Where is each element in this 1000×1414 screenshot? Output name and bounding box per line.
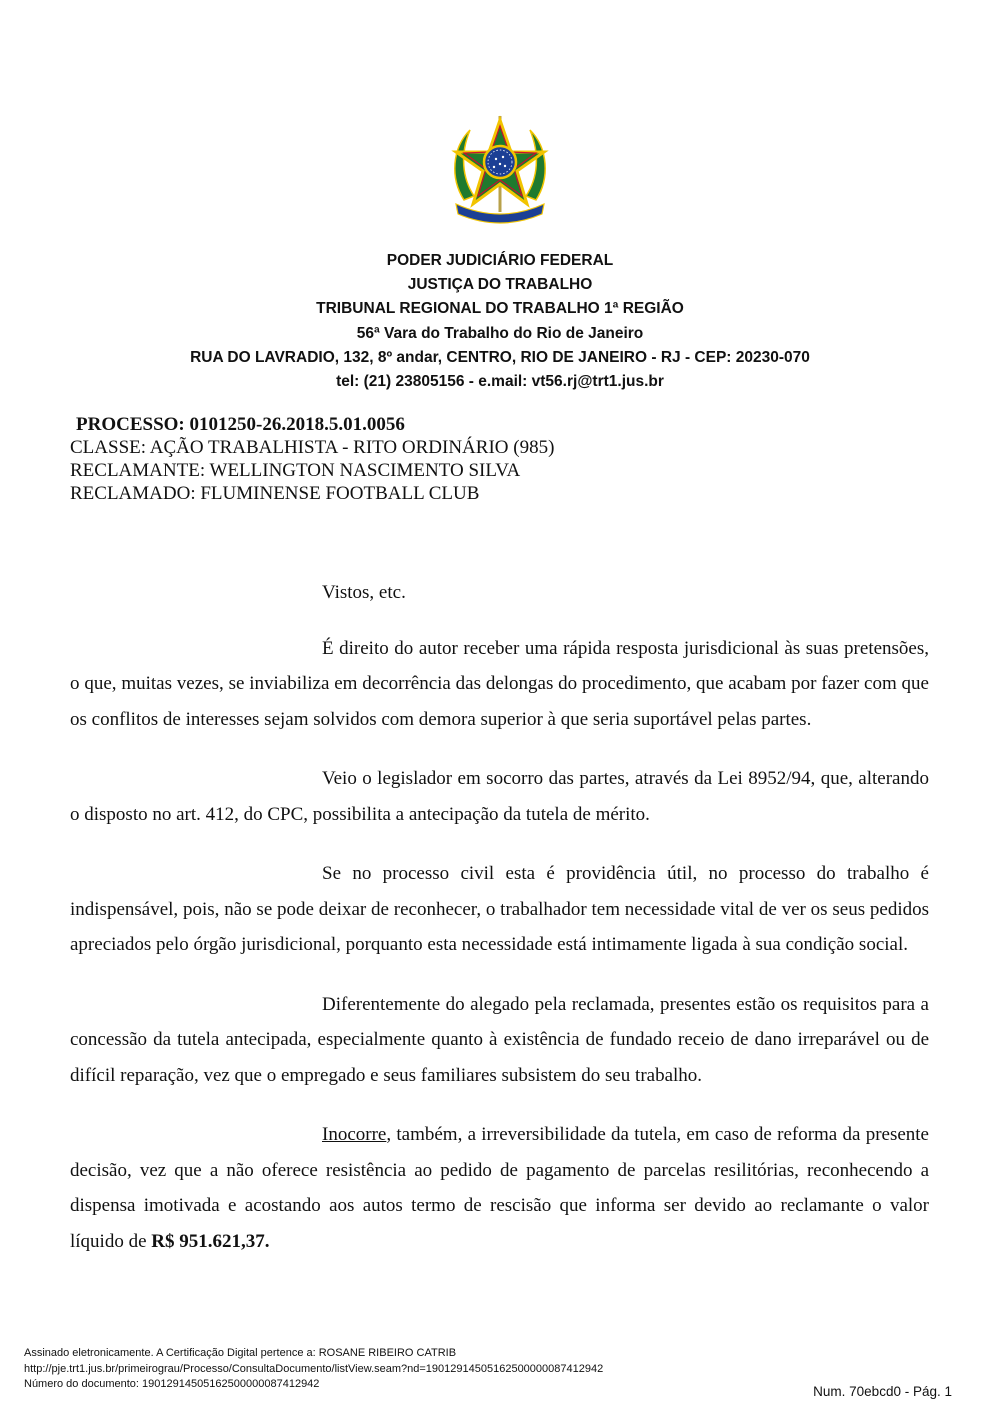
paragraph-2: Veio o legislador em socorro das partes, através da Lei 8952/94, que, alterando o disposto no art. 412, do CPC, possibilita a antecipação da tutela de mérito. xyxy=(70,768,929,825)
page-number: Num. 70ebcd0 - Pág. 1 xyxy=(813,1384,952,1399)
paragraph-5-text: , também, a irreversibilidade da tutela, em caso de reforma da presente decisão, vez que a não oferece resistência ao pedido de pagamento de parcelas resilitórias, reconhecendo a dispensa imotivada e acostando aos autos termo de rescisão que informa ser devido ao reclamante o valor líquido de xyxy=(70,1124,929,1252)
amount-value: R$ 951.621,37. xyxy=(151,1230,270,1252)
underlined-term: Inocorre xyxy=(322,1124,387,1145)
paragraph-1: É direito do autor receber uma rápida resposta jurisdicional às suas pretensões, o que, muitas vezes, se inviabiliza em decorrência das delongas do procedimento, que acabam por fazer com que os conflitos de interesses sejam solvidos com demora superior à que seria suportável pelas partes. xyxy=(70,637,929,730)
footer-signature: Assinado eletronicamente. A Certificação Digital pertence a: ROSANE RIBEIRO CATRIB xyxy=(24,1347,457,1359)
case-reclamante: RECLAMANTE: WELLINGTON NASCIMENTO SILVA xyxy=(70,460,521,481)
footer-doc-number: Número do documento: 19012914505162500000087412942 xyxy=(24,1378,320,1390)
decision-body xyxy=(70,575,929,1283)
opening-line: Vistos, etc. xyxy=(322,582,406,603)
header-line-poder-judiciario: PODER JUDICIÁRIO FEDERAL xyxy=(386,252,614,269)
paragraph-4: Diferentemente do alegado pela reclamada, presentes estão os requisitos para a concessão da tutela antecipada, especialmente quanto à existência de fundado receio de dano irreparável ou de difícil reparação, vez que o empregado e seus familiares subsistem do seu trabalho. xyxy=(70,993,929,1086)
header-line-contact: tel: (21) 23805156 - e.mail: vt56.rj@trt1.jus.br xyxy=(336,373,664,391)
footer-url: http://pje.trt1.jus.br/primeirograu/Processo/ConsultaDocumento/listView.seam?nd=19012914505162500000087412942 xyxy=(24,1362,604,1375)
brazil-coat-of-arms-icon xyxy=(444,112,556,224)
case-reclamado: RECLAMADO: FLUMINENSE FOOTBALL CLUB xyxy=(70,483,480,504)
paragraph-5 xyxy=(70,1117,929,1259)
case-info xyxy=(70,413,950,505)
header-line-vara: 56ª Vara do Trabalho do Rio de Janeiro xyxy=(356,324,644,342)
case-processo: PROCESSO: 0101250-26.2018.5.01.0056 xyxy=(76,414,405,435)
case-classe: CLASSE: AÇÃO TRABALHISTA - RITO ORDINÁRIO (985) xyxy=(70,437,555,458)
court-header xyxy=(0,249,1000,394)
signature-footer xyxy=(24,1346,603,1393)
header-line-address: RUA DO LAVRADIO, 132, 8º andar, CENTRO, RIO DE JANEIRO - RJ - CEP: 20230-070 xyxy=(190,348,810,366)
header-line-justica: JUSTIÇA DO TRABALHO xyxy=(407,276,593,294)
header-line-tribunal: TRIBUNAL REGIONAL DO TRABALHO 1ª REGIÃO xyxy=(316,300,684,318)
paragraph-3: Se no processo civil esta é providência útil, no processo do trabalho é indispensável, pois, não se pode deixar de reconhecer, o trabalhador tem necessidade vital de ver os seus pedidos apreciados pelo órgão jurisdicional, porquanto esta necessidade está intimamente ligada à sua condição social. xyxy=(70,863,929,955)
